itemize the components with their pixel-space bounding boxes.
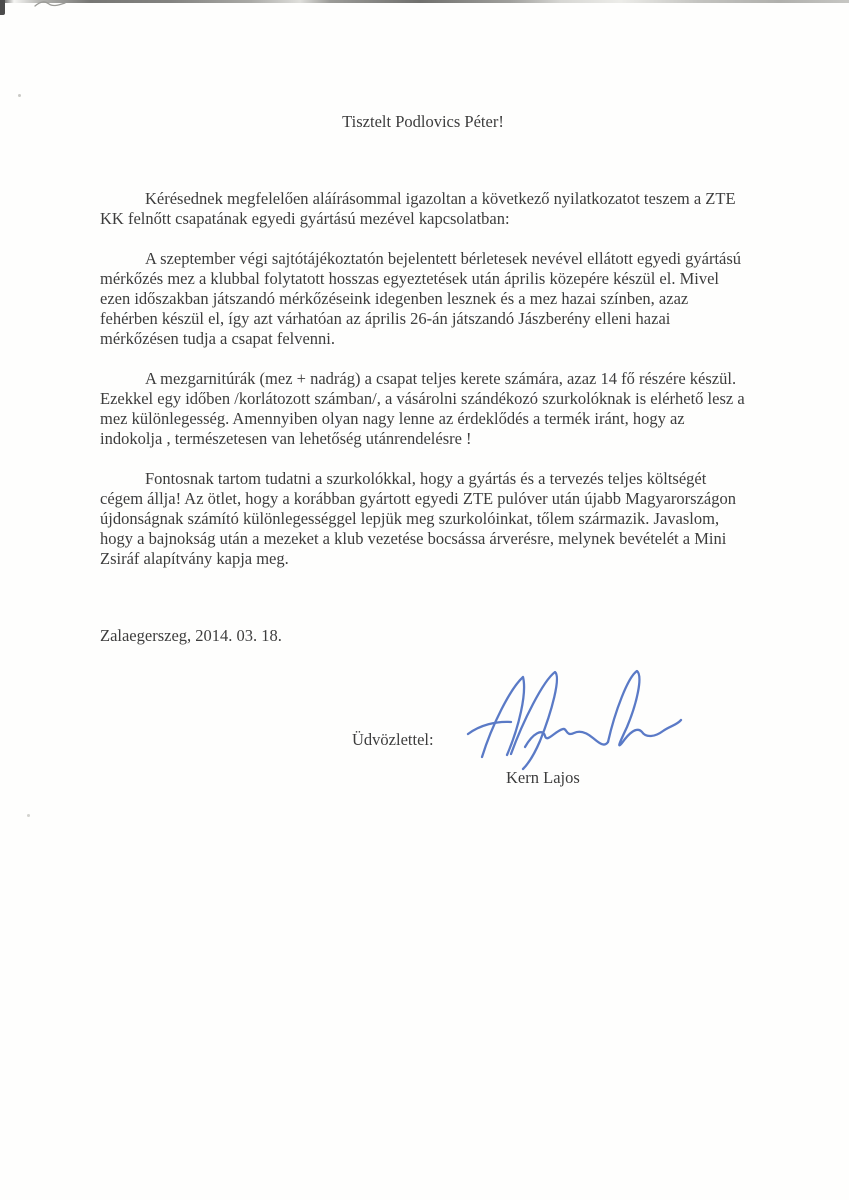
signature-stroke	[468, 722, 511, 734]
paragraph-jersey-sets: A mezgarnitúrák (mez + nadrág) a csapat teljes kerete számára, azaz 14 fő részére készül. Ezekkel egy időben /korlátozott számban/, a vásárolni szándékozó szurkolóknak is elérhető lesz a mez különlegesség. Amennyiben olyan nagy lenne az érdeklődés a termék iránt, hogy az indokolja , természetesen van lehetőség utánrendelésre !	[100, 369, 745, 448]
scan-top-edge-artifact	[0, 0, 849, 3]
signature-icon	[466, 663, 684, 773]
handwritten-signature	[466, 663, 684, 773]
letter-body	[100, 112, 746, 589]
signature-stroke	[608, 671, 681, 745]
paragraph-intro: Kérésednek megfelelően aláírásommal igazoltan a következő nyilatkozatot teszem a ZTE KK felnőtt csapatának egyedi gyártású mezével kapcsolatban:	[100, 189, 736, 228]
scan-speck-artifact	[27, 814, 30, 817]
signer-name: Kern Lajos	[506, 768, 580, 787]
closing-salutation: Üdvözlettel:	[352, 730, 434, 749]
scan-corner-artifact	[0, 0, 5, 15]
signature-stroke	[482, 677, 524, 757]
salutation-line: Tisztelt Podlovics Péter!	[342, 112, 504, 131]
paragraph-jersey-schedule: A szeptember végi sajtótájékoztatón bejelentett bérletesek nevével ellátott egyedi gyártású mérkőzés mez a klubbal folytatott hosszas egyeztetések után április közepére készül el. Mivel ezen időszakban játszandó mérkőzéseink idegenben lesznek és a mez hazai színben, azaz fehérben készül el, így azt várhatóan az április 26-án játszandó Jászberény elleni hazai mérkőzésen tudja a csapat felvenni.	[100, 249, 742, 348]
scan-speck-artifact	[18, 94, 21, 97]
date-line: Zalaegerszeg, 2014. 03. 18.	[100, 626, 282, 645]
paragraph-costs-auction: Fontosnak tartom tudatni a szurkolókkal, hogy a gyártás és a tervezés teljes költségét cégem állja! Az ötlet, hogy a korábban gyártott egyedi ZTE pulóver után újabb Magyarországon újdonságnak számító különlegességgel lepjük meg szurkolóinkat, tőlem származik. Javaslom, hogy a bajnokság után a mezeket a klub vezetése bocsássa árverésre, melynek bevételét a Mini Zsiráf alapítvány kapja meg.	[100, 469, 736, 568]
scan-pen-squiggle-artifact	[33, 0, 67, 10]
